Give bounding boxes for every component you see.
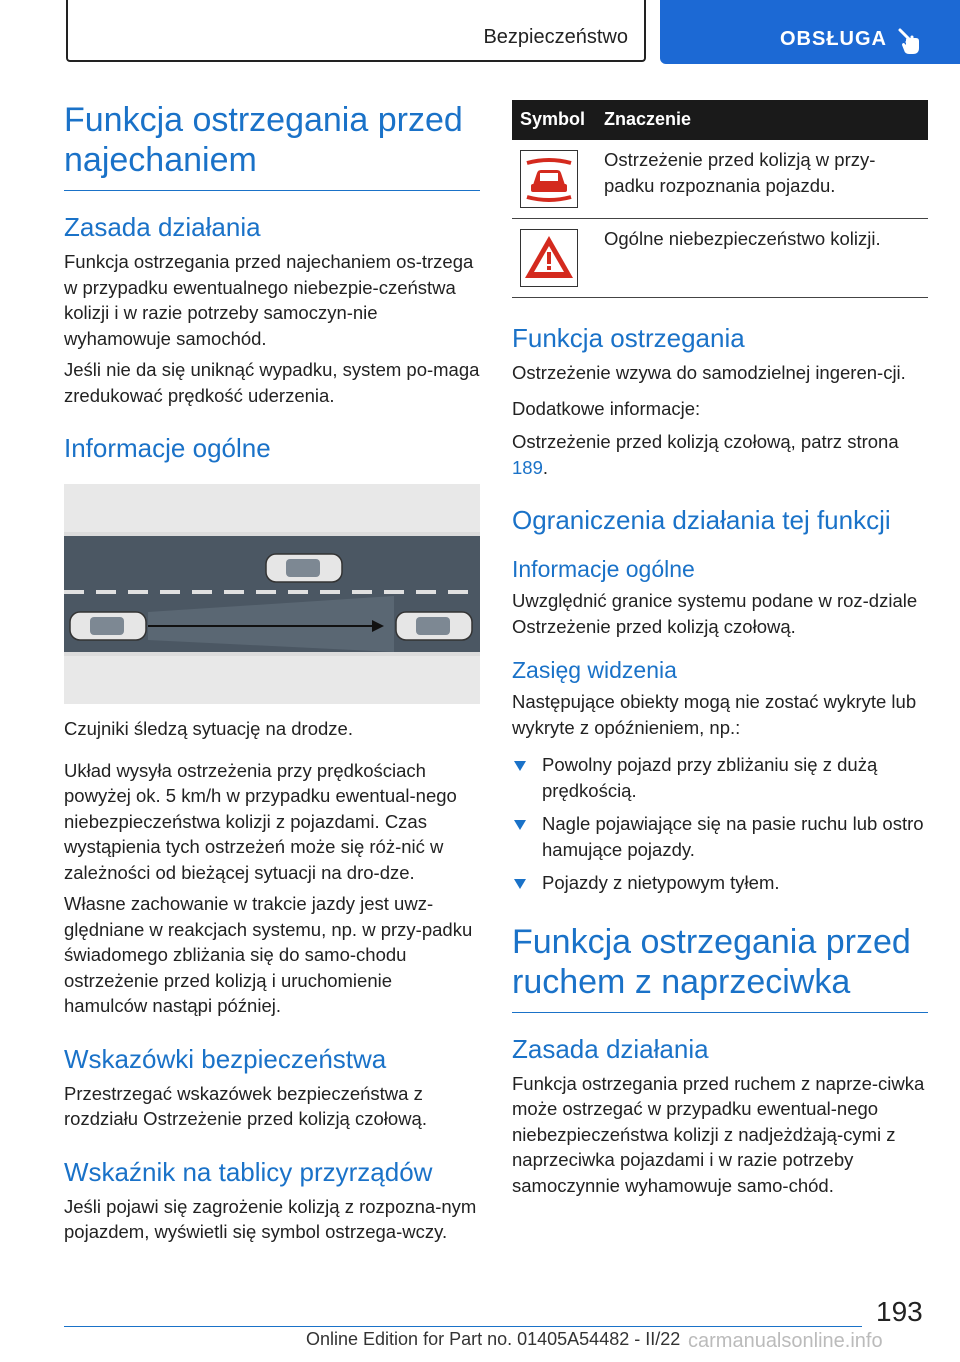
footer-divider — [64, 1326, 862, 1327]
table-row — [512, 219, 928, 298]
header-section-box — [66, 0, 646, 62]
paragraph-with-link: Ostrzeżenie przed kolizją czołową, patrz strona 189. — [512, 431, 899, 478]
paragraph: Uwzględnić granice systemu podane w roz-dziale Ostrzeżenie przed kolizją czołową. — [512, 590, 918, 637]
car-front-warning-icon — [520, 150, 578, 208]
paragraph: Układ wysyła ostrzeżenia przy prędkościach powyżej ok. 5 km/h w przypadku ewentual-nego niebezpieczeństwa kolizji z pojazdami. Czas wystąpienia tych ostrzeżeń może się róż-nić w zależności od bieżącej sytuacji na dro-dze. — [64, 759, 457, 883]
table-cell-meaning: Ostrzeżenie przed kolizją w przy-padku rozpoznania pojazdu. — [604, 149, 876, 196]
subheading-field-of-view: Zasięg widzenia — [512, 657, 677, 683]
col-meaning-header: Znaczenie — [604, 109, 692, 129]
heading-warning-function: Funkcja ostrzegania — [512, 323, 745, 353]
header-tab-label: OBSŁUGA — [780, 28, 887, 50]
car-other-lane — [266, 554, 342, 582]
warning-triangle-icon — [520, 229, 578, 287]
paragraph: Funkcja ostrzegania przed najechaniem os-trzega w przypadku ewentualnego niebezpie-czeństwa kolizji i w razie potrzeby samoczyn-nie wyhamowuje samochód. — [64, 251, 474, 349]
page-number: 193 — [876, 1296, 923, 1327]
watermark: carmanualsonline.info — [688, 1330, 883, 1352]
heading-instrument-indicator: Wskaźnik na tablicy przyrządów — [64, 1156, 433, 1187]
bullet-triangle-icon — [514, 879, 526, 889]
paragraph: Jeśli nie da się uniknąć wypadku, system po-maga zredukować prędkość uderzenia. — [64, 359, 480, 406]
right-column — [512, 100, 928, 1198]
col-symbol-header: Symbol — [520, 109, 586, 129]
paragraph: Własne zachowanie w trakcie jazdy jest uwz-ględniane w reakcjach systemu, np. w przy-padku świadomego zbliżania się do samo-chodu ostrzeżenie przed kolizją i uruchomienie hamulców nastąpi później. — [64, 893, 473, 1016]
heading-general-info: Informacje ogólne — [64, 433, 271, 463]
section-title-oncoming-traffic: Funkcja ostrzegania przed ruchem z naprzeciwka — [512, 922, 928, 1013]
header-section-title: Bezpieczeństwo — [483, 26, 628, 48]
section-title-forward-collision: Funkcja ostrzegania przed najechaniem — [64, 100, 480, 191]
paragraph: Przestrzegać wskazówek bezpieczeństwa z rozdziału Ostrzeżenie przed kolizją czołową. — [64, 1082, 427, 1129]
table-row — [512, 140, 928, 219]
left-column — [64, 100, 480, 1245]
paragraph: Funkcja ostrzegania przed ruchem z naprze-ciwka może ostrzegać w przypadku ewentual-nego niebezpieczeństwa kolizji z nadjeżdżają-cymi z naprzeciwka pojazdami i w razie potrzeby samoczynnie wyhamowuje samo-chód. — [512, 1072, 925, 1196]
list-item: Nagle pojawiające się na pasie ruchu lub ostro hamujące pojazdy. — [512, 811, 928, 862]
subheading-general-info: Informacje ogólne — [512, 556, 695, 582]
heading-operating-principle: Zasada działania — [64, 212, 261, 242]
paragraph: Czujniki śledzą sytuację na drodze. — [64, 718, 353, 739]
road-illustration — [64, 484, 480, 704]
page-link-189[interactable]: 189 — [512, 456, 543, 478]
symbol-table-header — [512, 100, 928, 140]
paragraph: Dodatkowe informacje: — [512, 397, 701, 419]
bullet-triangle-icon — [514, 820, 526, 830]
heading-limitations: Ograniczenia działania tej funkcji — [512, 505, 891, 535]
bullet-triangle-icon — [514, 761, 526, 771]
hand-pointer-icon — [896, 26, 922, 56]
table-cell-meaning: Ogólne niebezpieczeństwo kolizji. — [604, 228, 881, 249]
heading-safety-notes: Wskazówki bezpieczeństwa — [64, 1043, 387, 1074]
limitations-list — [512, 752, 928, 896]
header-tab[interactable] — [660, 0, 960, 64]
paragraph: Ostrzeżenie wzywa do samodzielnej ingeren-cji. — [512, 362, 906, 383]
paragraph: Jeśli pojawi się zagrożenie kolizją z rozpozna-nym pojazdem, wyświetli się symbol ostrzega-wczy. — [64, 1195, 477, 1242]
paragraph: Następujące obiekty mogą nie zostać wykryte lub wykryte z opóźnieniem, np.: — [512, 691, 917, 738]
list-item: Powolny pojazd przy zbliżaniu się z dużą prędkością. — [512, 752, 928, 803]
car-own — [70, 612, 146, 640]
heading-operating-principle-2: Zasada działania — [512, 1033, 709, 1064]
footer-edition: Online Edition for Part no. 01405A54482 - II/22 — [306, 1329, 681, 1349]
list-item: Pojazdy z nietypowym tyłem. — [512, 870, 928, 896]
car-ahead — [396, 612, 472, 640]
